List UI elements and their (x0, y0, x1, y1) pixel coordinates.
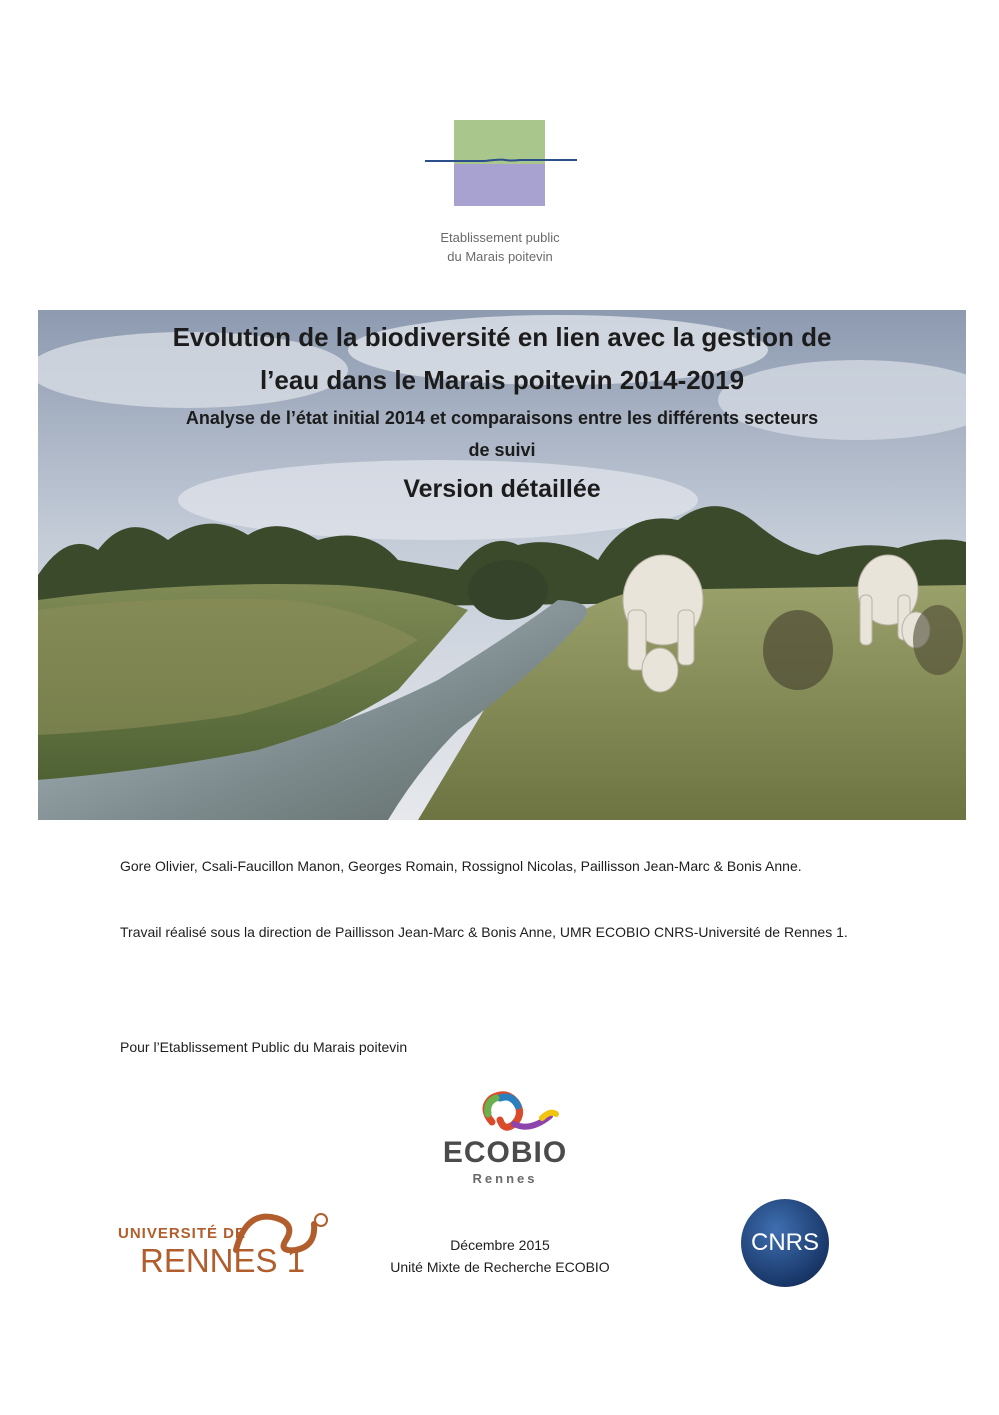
date-block (360, 1234, 640, 1278)
epmp-logo (425, 118, 577, 208)
epmp-caption (400, 228, 600, 266)
ecobio-emblem-icon (430, 1088, 580, 1138)
rennes1-logo (118, 1200, 328, 1280)
cover-photo (38, 310, 966, 820)
authors: Gore Olivier, Csali-Faucillon Manon, Georges Romain, Rossignol Nicolas, Paillisson Jean-Marc & Bonis Anne. (120, 858, 802, 874)
ecobio-wordmark: ECOBIO (442, 1136, 568, 1169)
title-line-2: l’eau dans le Marais poitevin 2014-2019 (259, 365, 745, 395)
epmp-caption-line2: du Marais poitevin (447, 249, 553, 264)
publication-date: Décembre 2015 (450, 1237, 550, 1253)
version-label: Version détaillée (403, 475, 601, 503)
cnrs-logo (740, 1198, 830, 1288)
rennes-top-text: UNIVERSITÉ DE (118, 1225, 247, 1242)
title-line-1: Evolution de la biodiversité en lien avec la gestion de (172, 322, 832, 352)
ecobio-logo (430, 1088, 580, 1188)
cnrs-emblem-icon (740, 1198, 830, 1288)
commissioned-for: Pour l’Etablissement Public du Marais poitevin (120, 1039, 408, 1055)
rennes-bottom-text: RENNES 1 (140, 1242, 306, 1279)
subtitle-line-1: Analyse de l’état initial 2014 et comparaisons entre les différents secteurs (185, 408, 819, 428)
cnrs-text: CNRS (750, 1229, 820, 1256)
research-unit: Unité Mixte de Recherche ECOBIO (390, 1259, 610, 1275)
epmp-caption-line1: Etablissement public (440, 230, 560, 245)
direction-credit: Travail réalisé sous la direction de Paillisson Jean-Marc & Bonis Anne, UMR ECOBIO CNRS-Université de Rennes 1. (120, 924, 848, 940)
logo-water-line (425, 151, 577, 171)
ecobio-city: Rennes (472, 1171, 538, 1186)
subtitle-line-2: de suivi (468, 440, 536, 460)
